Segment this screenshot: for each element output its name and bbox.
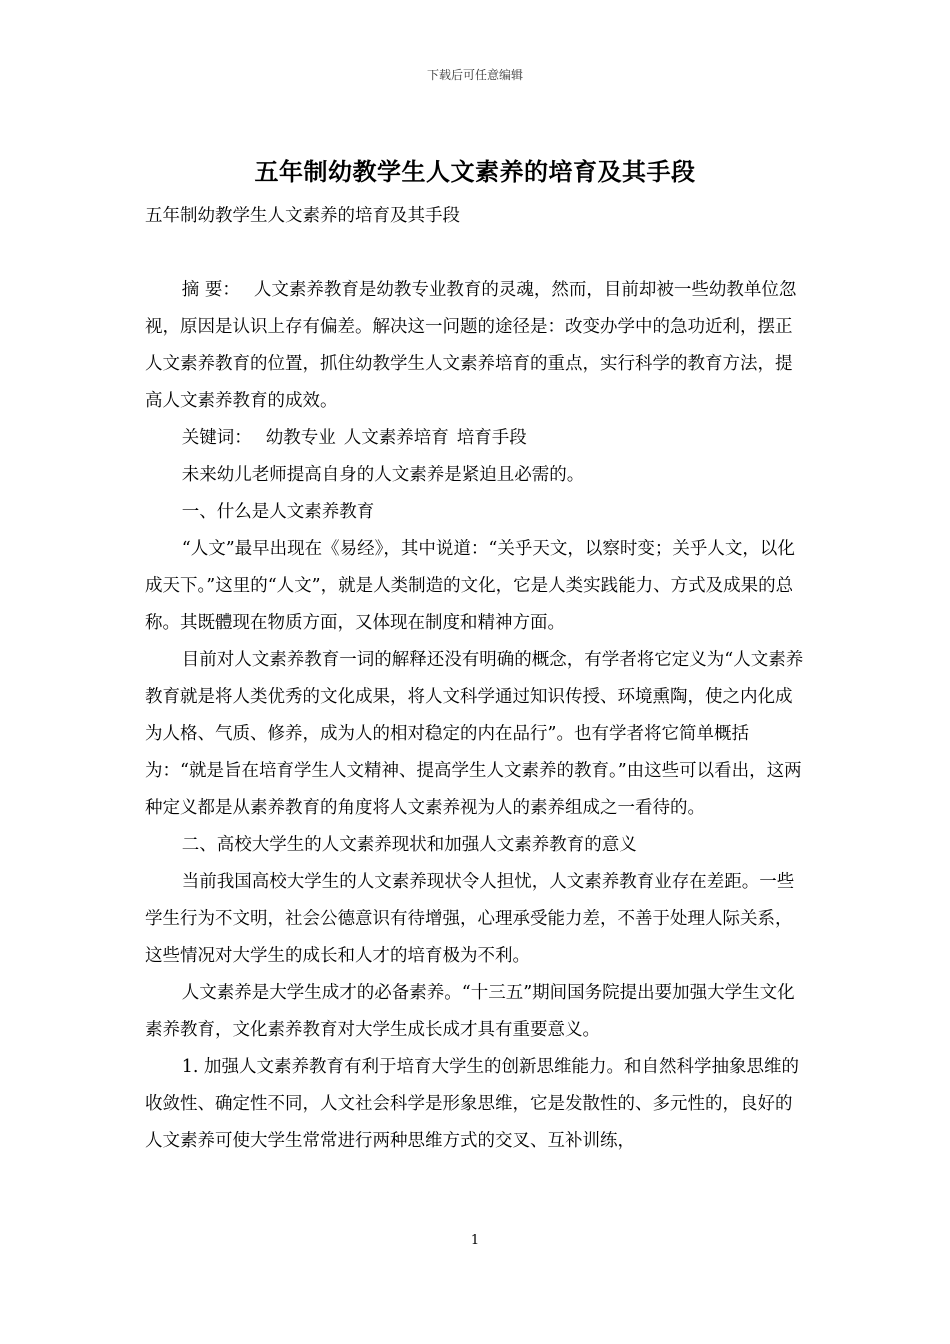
page-header-note: 下载后可任意编辑 [426,68,523,82]
body-paragraph: 当前我国高校大学生的人文素养现状令人担忧，人文素养教育业存在差距。一些学生行为不文明，社会公德意识有待增强，心理承受能力差，不善于处理人际关系，这些情况对大学生的成长和人才的培育极为不利。 [145,872,795,966]
abstract-paragraph [145,272,805,420]
body-paragraph: “人文”最早出现在《易经》，其中说道：“关乎天文，以察时变；关乎人文，以化成天下。”这里的“人文”，就是人类制造的文化，它是人类实践能力、方式及成果的总称。其既體现在物质方面，又体现在制度和精神方面。 [145,539,795,633]
keyword-item: 培育手段 [456,428,527,448]
section-heading: 一、什么是人文素养教育 [181,502,375,522]
keywords-label: 关键词： [181,428,252,448]
body-paragraph: 1. 加强人文素养教育有利于培育大学生的创新思维能力。和自然科学抽象思维的收敛性、确定性不同，人文社会科学是形象思维，它是发散性的、多元性的，良好的人文素养可使大学生常常进行两种思维方式的交叉、互补训练， [145,1057,800,1151]
keywords-paragraph [145,420,805,457]
body-paragraph: 目前对人文素养教育一词的解释还没有明确的概念，有学者将它定义为“人文素养教育就是将人类优秀的文化成果，将人文科学通过知识传授、环境熏陶，使之内化成为人格、气质、修养，成为人的相对稳定的内在品行”。也有学者将它简单概括为：“就是旨在培育学生人文精神、提高学生人文素养的教育。”由这些可以看出，这两种定义都是从素养教育的角度将人文素养视为人的素养组成之一看待的。 [145,650,804,818]
section-heading: 二、高校大学生的人文素养现状和加强人文素养教育的意义 [181,835,637,855]
page-number: 1 [470,1233,480,1248]
body-paragraph: 人文素养是大学生成才的必备素养。“十三五”期间国务院提出要加强大学生文化素养教育，文化素养教育对大学生成长成才具有重要意义。 [145,983,795,1040]
abstract-text: 人文素养教育是幼教专业教育的灵魂，然而，目前却被一些幼教单位忽视，原因是认识上存有偏差。解决这一问题的途径是：改变办学中的急功近利，摆正人文素养教育的位置，抓住幼教学生人文素养培育的重点，实行科学的教育方法，提高人文素养教育的成效。 [145,280,797,411]
abstract-label: 摘 要： [181,280,240,300]
body-paragraph: 未来幼儿老师提高自身的人文素养是紧迫且必需的。 [181,465,585,485]
keyword-item: 人文素养培育 [343,428,449,448]
document-body [145,198,805,1160]
keyword-item: 幼教专业 [265,428,336,448]
document-subtitle: 五年制幼教学生人文素养的培育及其手段 [145,206,460,226]
document-title: 五年制幼教学生人文素养的培育及其手段 [254,157,696,186]
